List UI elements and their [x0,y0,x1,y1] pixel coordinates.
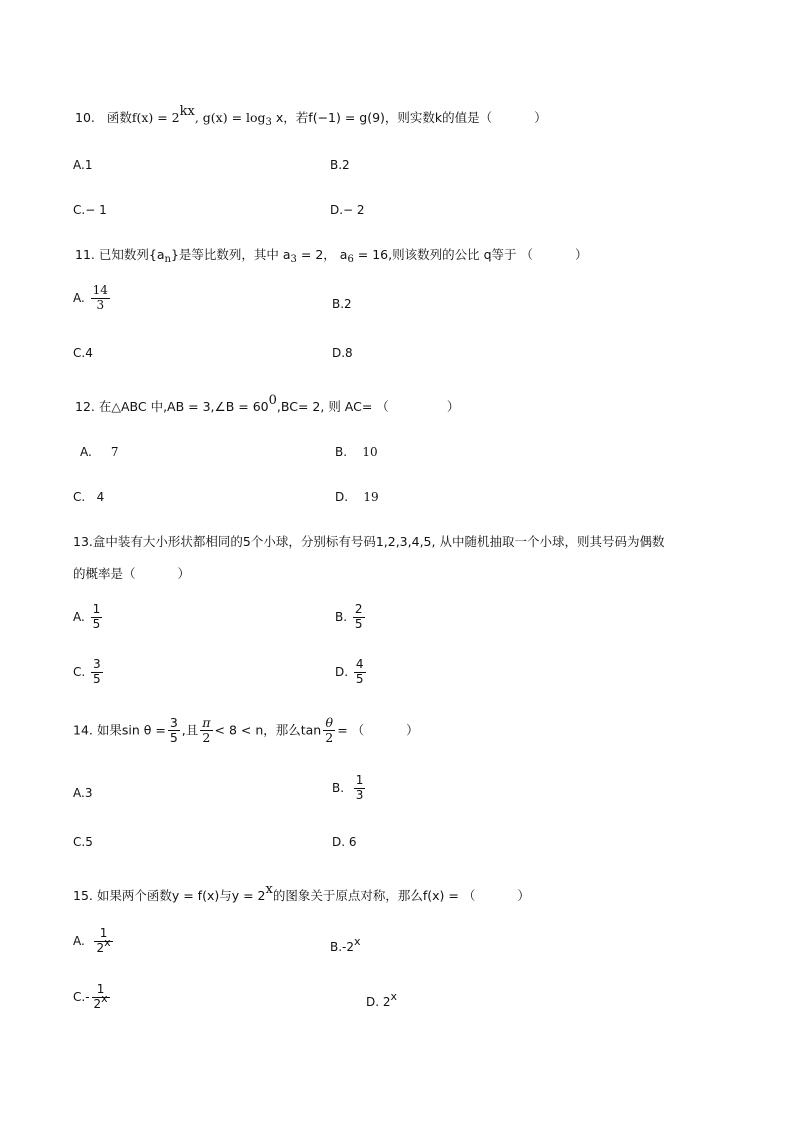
question-text: 的图象关于原点对称，那么f(x) = （ [272,888,476,903]
option-d [366,990,398,1009]
option-value: 19 [363,490,379,504]
numerator: 14 [92,283,108,297]
option-d: D.8 [332,346,353,360]
question-text: ,BC= 2, 则 AC= （ [276,399,389,414]
paren-close: ） [575,247,588,262]
paren-close: ） [406,722,419,738]
question-text: x，若f(−1) = g(9)，则实数k的值是（ [271,110,493,125]
option-b: B.2 [332,297,352,311]
question-text: ,且 [181,722,199,738]
numerator: 1 [355,773,364,787]
option-a [73,927,115,956]
fraction [354,774,366,803]
option-d [335,490,379,504]
question-text: }是等比数列，其中 a [170,247,291,262]
option-label: A. [73,609,85,624]
question-text: , g(x) = log [194,110,266,125]
numerator: 2 [354,602,363,616]
question-15 [73,882,530,904]
option-label: A. [80,445,92,459]
exponent: x [265,882,273,897]
exponent: 0 [268,393,277,408]
exponent: x [101,991,108,1005]
numerator: π [202,715,211,730]
exponent: x [390,990,398,1003]
option-a: A.1 [73,158,93,172]
question-14 [73,716,419,746]
option-label: C.- [73,989,90,1004]
paren-close: ） [446,399,460,414]
denominator-base: 2 [96,940,105,955]
fraction [323,716,335,746]
option-d [335,658,368,687]
fraction [168,716,180,746]
question-text: 12. 在△ABC 中,AB = 3,∠B = 60 [75,399,269,414]
fraction [91,658,103,687]
denominator-base: 2 [93,996,102,1011]
numerator: 1 [94,927,112,942]
option-label: A. [73,933,85,948]
subscript: 3 [265,117,272,128]
option-value: 4 [96,490,105,504]
numerator: 4 [355,657,364,671]
option-b [335,603,367,632]
numerator: 1 [92,602,101,616]
paren-close: ） [177,566,191,581]
question-text: = （ [337,722,365,738]
fraction [354,658,366,687]
question-11 [75,245,588,263]
option-b: B.2 [330,158,350,172]
option-label: B. [332,780,345,795]
paren-close: ） [517,888,530,903]
fraction [353,603,365,632]
denominator: 3 [355,787,364,802]
subscript: 6 [347,254,354,265]
subscript: 3 [290,254,297,265]
denominator: 5 [355,671,364,686]
denominator: 2 [202,730,211,746]
fraction [92,983,110,1012]
denominator: 5 [93,671,101,686]
option-d: D. 6 [332,835,357,849]
question-text: = 2， a [296,247,348,262]
option-label: B. [335,445,348,459]
denominator: 5 [354,616,363,631]
option-label: B. [335,609,348,624]
question-text: = 16,则该数列的公比 q等于 （ [353,247,533,262]
denominator: 3 [96,297,105,312]
question-text: 15. 如果两个函数y = f(x)与y = 2 [73,888,266,903]
fraction [94,927,112,956]
option-c: C.4 [73,346,93,360]
option-text: B.-2 [330,940,355,954]
question-text: 的概率是（ [73,566,136,581]
option-a [73,284,112,313]
question-10 [75,104,547,128]
exponent: kx [179,104,195,119]
paren-close: ） [534,110,547,125]
exponent: x [104,935,111,949]
numerator: 1 [92,983,110,998]
denominator: 5 [169,730,178,746]
option-d: D.− 2 [330,203,365,217]
option-c [73,658,105,687]
question-text: 已知数列{a [98,247,165,262]
fraction [200,716,212,746]
denominator [92,991,110,1012]
option-label: C. [73,490,86,504]
option-b [330,935,361,954]
question-number: 11. [75,247,95,262]
fraction [91,603,103,632]
question-number: 10. [75,110,95,125]
option-c: C.5 [73,835,93,849]
option-value: 7 [110,445,119,459]
option-label: A. [73,290,85,305]
exponent: x [354,935,361,948]
option-a [80,445,119,459]
option-c: C.− 1 [73,203,107,217]
option-b [335,445,378,459]
option-label: C. [73,664,86,679]
numerator: 3 [169,715,178,730]
subscript: n [164,254,171,265]
numerator: θ [323,716,335,731]
option-text: D. 2 [366,995,391,1009]
question-text: 函数f(x) = 2 [106,110,180,125]
option-label: D. [335,490,349,504]
fraction [91,284,110,313]
question-text: 14. 如果sin θ = [73,722,166,738]
question-text: < 8 < n，那么tan [214,722,322,738]
option-a [73,603,104,632]
question-13-line-2 [73,564,190,582]
question-13-line-1: 13.盒中装有大小形状都相同的5个小球，分别标有号码1,2,3,4,5, 从中随机抽取一个小球，则其号码为偶数 [73,534,665,549]
option-a: A.3 [73,786,93,800]
option-b [332,774,367,803]
option-value: 10 [362,445,378,459]
option-label: D. [335,664,349,679]
numerator: 3 [93,657,101,671]
option-c [73,983,112,1012]
denominator [94,935,112,956]
option-c [73,490,104,504]
question-12 [75,393,460,415]
denominator: 5 [92,616,101,631]
denominator: 2 [325,730,334,746]
